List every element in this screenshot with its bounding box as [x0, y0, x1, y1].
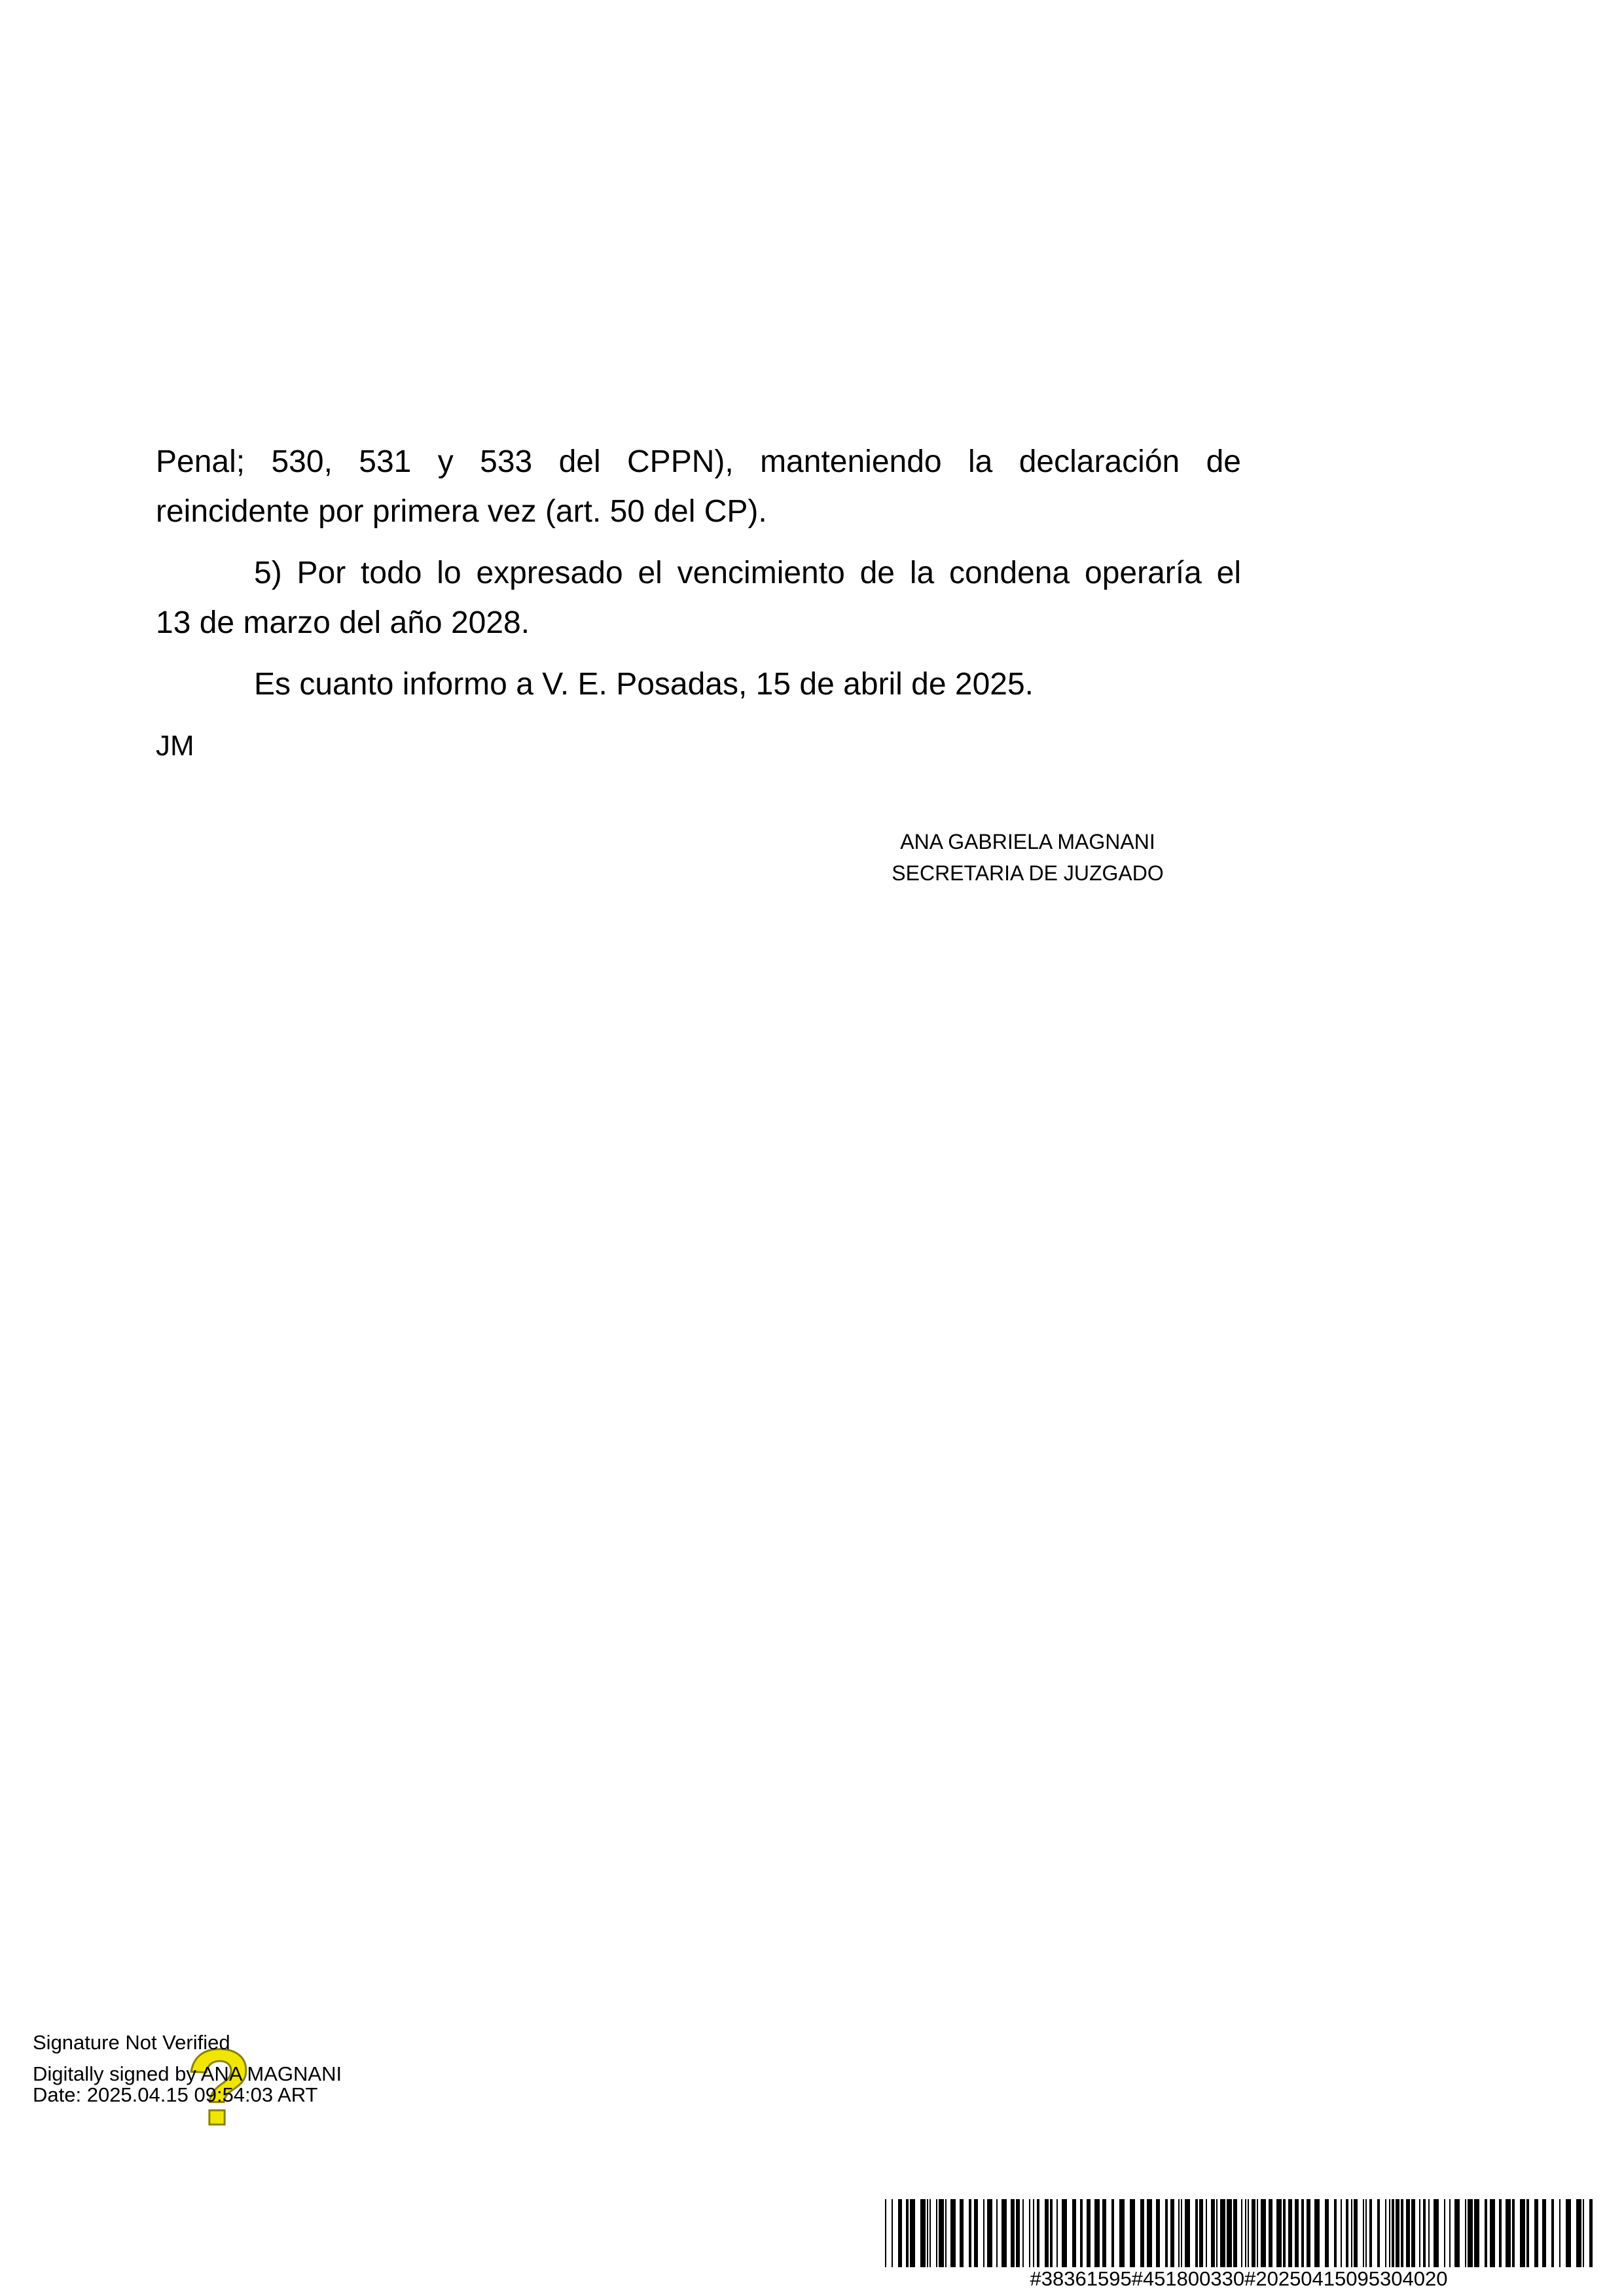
barcode-bar: [1211, 2199, 1215, 2267]
barcode-bar: [1526, 2199, 1529, 2267]
barcode-bar: [1080, 2199, 1083, 2267]
barcode-bar: [1583, 2199, 1584, 2267]
barcode-bar: [1241, 2199, 1242, 2267]
barcode-bar: [1314, 2199, 1320, 2267]
barcode-bar: [936, 2199, 937, 2267]
barcode-bar: [1140, 2199, 1144, 2267]
barcode-bar: [974, 2199, 978, 2267]
barcode: [885, 2199, 1593, 2267]
barcode-bar: [1165, 2199, 1168, 2267]
barcode-bar: [1490, 2199, 1495, 2267]
barcode-bar: [1050, 2199, 1053, 2267]
barcode-bar: [1520, 2199, 1525, 2267]
barcode-bar: [1301, 2199, 1304, 2267]
barcode-bar: [983, 2199, 984, 2267]
barcode-bar: [1428, 2199, 1430, 2267]
barcode-bar: [1094, 2199, 1100, 2267]
barcode-bar: [1269, 2199, 1272, 2267]
barcode-bar: [898, 2199, 902, 2267]
signature-status: Signature Not Verified: [33, 2031, 230, 2054]
barcode-bar: [1102, 2199, 1106, 2267]
barcode-bar: [1365, 2199, 1367, 2267]
barcode-bar: [1195, 2199, 1198, 2267]
barcode-bar: [1295, 2199, 1299, 2267]
barcode-bar: [1130, 2199, 1135, 2267]
barcode-bar: [1178, 2199, 1180, 2267]
barcode-bar: [1307, 2199, 1310, 2267]
barcode-bar: [1566, 2199, 1571, 2267]
barcode-bar: [920, 2199, 926, 2267]
barcode-bar: [1401, 2199, 1403, 2267]
barcode-bar: [1037, 2199, 1039, 2267]
barcode-bar: [1011, 2199, 1015, 2267]
barcode-bar: [1411, 2199, 1415, 2267]
barcode-bar: [1245, 2199, 1246, 2267]
barcode-bar: [1062, 2199, 1067, 2267]
barcode-bar: [1542, 2199, 1546, 2267]
barcode-bar: [885, 2199, 886, 2267]
barcode-bar: [929, 2199, 931, 2267]
barcode-bar: [1199, 2199, 1203, 2267]
barcode-bar: [1119, 2199, 1125, 2267]
barcode-bar: [1033, 2199, 1034, 2267]
paragraph-line: 5) Por todo lo expresado el vencimiento de la condena operaría el: [254, 556, 1241, 590]
barcode-bar: [1001, 2199, 1007, 2267]
barcode-bar: [1444, 2199, 1445, 2267]
svg-text:?: ?: [186, 2038, 253, 2136]
barcode-bar: [1377, 2199, 1380, 2267]
barcode-bar: [1111, 2199, 1114, 2267]
paragraph-line: reincidente por primera vez (art. 50 del CP).: [156, 494, 767, 529]
barcode-bar: [1045, 2199, 1049, 2267]
barcode-bar: [1369, 2199, 1372, 2267]
barcode-bar: [1406, 2199, 1410, 2267]
barcode-bar: [1261, 2199, 1266, 2267]
paragraph-closing: [156, 660, 1241, 709]
barcode-bar: [1351, 2199, 1352, 2267]
barcode-bar: [1576, 2199, 1581, 2267]
barcode-bar: [1334, 2199, 1337, 2267]
barcode-bar: [1233, 2199, 1237, 2267]
barcode-bar: [1181, 2199, 1182, 2267]
barcode-bar: [1396, 2199, 1399, 2267]
author-initials: JM: [156, 730, 194, 762]
barcode-bar: [1474, 2199, 1479, 2267]
barcode-text: #38361595#451800330#20250415095304020: [1030, 2267, 1448, 2290]
barcode-bar: [1512, 2199, 1515, 2267]
barcode-bar: [1589, 2199, 1593, 2267]
barcode-bar: [1449, 2199, 1451, 2267]
paragraph-line: Es cuanto informo a V. E. Posadas, 15 de abril de 2025.: [254, 667, 1034, 702]
paragraph-line: 13 de marzo del año 2028.: [156, 605, 530, 640]
barcode-bar: [1551, 2199, 1554, 2267]
barcode-bar: [1423, 2199, 1426, 2267]
barcode-bar: [1283, 2199, 1286, 2267]
barcode-bar: [1206, 2199, 1207, 2267]
barcode-bar: [1341, 2199, 1342, 2267]
barcode-bar: [1534, 2199, 1538, 2267]
signer-block: [851, 826, 1204, 889]
barcode-bar: [969, 2199, 971, 2267]
barcode-bar: [1354, 2199, 1358, 2267]
barcode-bar: [987, 2199, 992, 2267]
barcode-bar: [960, 2199, 964, 2267]
digital-signature-stamp[interactable]: [33, 2032, 439, 2136]
barcode-bar: [1276, 2199, 1282, 2267]
barcode-bar: [1485, 2199, 1487, 2267]
document-body: [156, 437, 1241, 771]
barcode-bar: [1248, 2199, 1249, 2267]
barcode-bar: [1016, 2199, 1020, 2267]
barcode-bar: [927, 2199, 928, 2267]
barcode-bar: [1056, 2199, 1058, 2267]
paragraph-penal: [156, 437, 1241, 537]
barcode-bar: [996, 2199, 998, 2267]
barcode-bar: [1325, 2199, 1329, 2267]
barcode-bar: [1288, 2199, 1292, 2267]
barcode-bar: [1185, 2199, 1190, 2267]
barcode-bar: [1419, 2199, 1420, 2267]
barcode-bar: [1346, 2199, 1348, 2267]
barcode-bar: [1499, 2199, 1502, 2267]
barcode-bar: [1559, 2199, 1561, 2267]
barcode-bar: [1156, 2199, 1160, 2267]
barcode-bar: [1434, 2199, 1439, 2267]
barcode-bar: [1216, 2199, 1218, 2267]
signer-title: SECRETARIA DE JUZGADO: [892, 861, 1164, 885]
barcode-bar: [1257, 2199, 1258, 2267]
signature-date: Date: 2025.04.15 09:54:03 ART: [33, 2083, 318, 2106]
barcode-bar: [939, 2199, 944, 2267]
barcode-bar: [892, 2199, 893, 2267]
barcode-bar: [1072, 2199, 1076, 2267]
barcode-bar: [1170, 2199, 1174, 2267]
signature-signed-by: Digitally signed by ANA MAGNANI: [33, 2062, 342, 2085]
barcode-bar: [1385, 2199, 1386, 2267]
barcode-bar: [1220, 2199, 1225, 2267]
barcode-bar: [1454, 2199, 1460, 2267]
barcode-bar: [1227, 2199, 1232, 2267]
barcode-bar: [1363, 2199, 1364, 2267]
paragraph-line: Penal; 530, 531 y 533 del CPPN), manteniendo la declaración de: [156, 444, 1241, 479]
barcode-bar: [910, 2199, 915, 2267]
barcode-bar: [1087, 2199, 1091, 2267]
barcode-bar: [1029, 2199, 1030, 2267]
barcode-bar: [1389, 2199, 1390, 2267]
paragraph-vencimiento: [156, 548, 1241, 648]
barcode-bar: [1022, 2199, 1024, 2267]
barcode-bar: [1465, 2199, 1466, 2267]
barcode-bar: [1506, 2199, 1511, 2267]
barcode-bar: [906, 2199, 909, 2267]
barcode-bar: [1392, 2199, 1394, 2267]
barcode-bar: [1252, 2199, 1255, 2267]
barcode-bar: [1468, 2199, 1473, 2267]
barcode-bar: [950, 2199, 956, 2267]
barcode-bar: [945, 2199, 947, 2267]
signer-name: ANA GABRIELA MAGNANI: [900, 830, 1155, 853]
barcode-bar: [1147, 2199, 1152, 2267]
